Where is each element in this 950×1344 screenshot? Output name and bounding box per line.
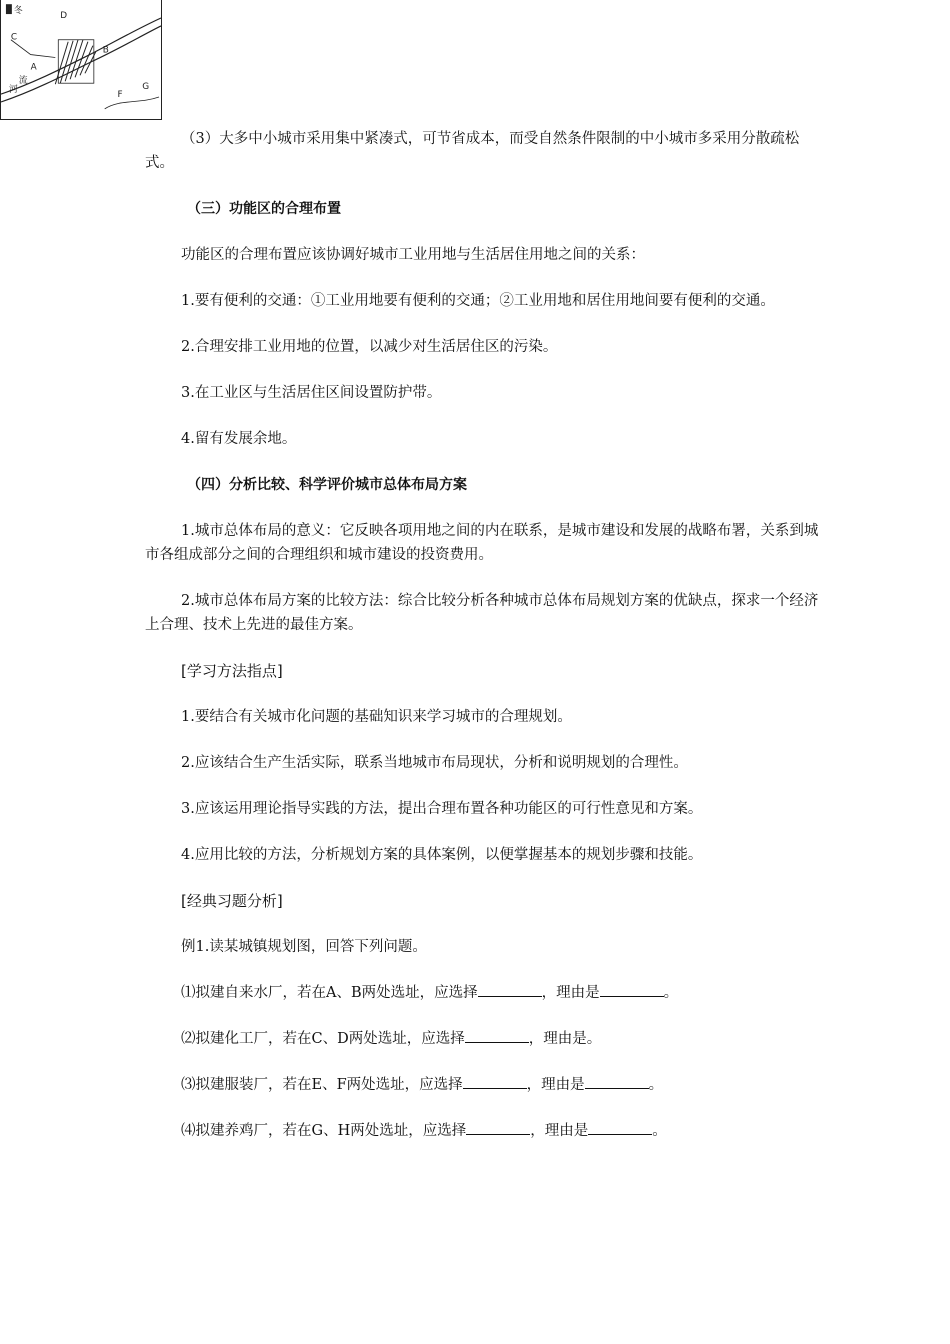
map-label-wind: 冬 xyxy=(13,6,23,17)
answer-blank[interactable] xyxy=(466,1120,530,1135)
question-3: ⑶拟建服装厂，若在E、F两处选址，应选择 ，理由是 。 xyxy=(145,1073,825,1097)
list-item-buffer: 3.在工业区与生活居住区间设置防护带。 xyxy=(181,385,442,401)
list-item-comparison: 2.城市总体布局方案的比较方法：综合比较分析各种城市总体布局规划方案的优缺点，探求一个经济上合理、技术上先进的最佳方案。 xyxy=(145,593,819,633)
list-item-traffic: 1.要有便利的交通：①工业用地要有便利的交通；②工业用地和居住用地间要有便利的交通。 xyxy=(181,293,775,309)
question-4: ⑷拟建养鸡厂，若在G、H两处选址，应选择 ，理由是 。 xyxy=(145,1119,825,1143)
town-planning-map xyxy=(0,0,162,120)
study-item-3: 3.应该运用理论指导实践的方法，提出合理布置各种功能区的可行性意见和方案。 xyxy=(181,801,703,817)
paragraph-intro-3: 功能区的合理布置应该协调好城市工业用地与生活居住用地之间的关系： xyxy=(181,247,645,263)
document-body xyxy=(145,127,825,1165)
map-label-he: 河 xyxy=(8,85,18,96)
example-intro: 例1.读某城镇规划图，回答下列问题。 xyxy=(181,939,427,955)
question-1: ⑴拟建自来水厂，若在A、B两处选址，应选择 ，理由是 。 xyxy=(145,981,825,1005)
answer-blank[interactable] xyxy=(478,982,542,997)
map-figure xyxy=(1,0,161,119)
list-item-industry-location: 2.合理安排工业用地的位置，以减少对生活居住区的污染。 xyxy=(181,339,558,355)
study-item-2: 2.应该结合生产生活实际，联系当地城市布局现状，分析和说明规划的合理性。 xyxy=(181,755,688,771)
answer-blank[interactable] xyxy=(588,1120,652,1135)
map-label-g: G xyxy=(142,82,150,93)
list-item-significance: 1.城市总体布局的意义：它反映各项用地之间的内在联系，是城市建设和发展的战略布署，关系到城市各组成部分之间的合理组织和城市建设的投资费用。 xyxy=(145,523,819,563)
study-item-1: 1.要结合有关城市化问题的基础知识来学习城市的合理规划。 xyxy=(181,709,572,725)
map-label-a: A xyxy=(30,62,37,73)
answer-blank[interactable] xyxy=(585,1074,649,1089)
map-label-b: B xyxy=(102,45,109,56)
list-item-development: 4.留有发展余地。 xyxy=(181,431,297,447)
section-heading-4: （四）分析比较、科学评价城市总体布局方案 xyxy=(187,477,467,493)
section-heading-3: （三）功能区的合理布置 xyxy=(187,201,341,217)
study-item-4: 4.应用比较的方法，分析规划方案的具体案例，以便掌握基本的规划步骤和技能。 xyxy=(181,847,703,863)
paragraph-layout-3: （3）大多中小城市采用集中紧凑式，可节省成本，而受自然条件限制的中小城市多采用分散疏松式。 xyxy=(145,131,800,171)
answer-blank[interactable] xyxy=(465,1028,529,1043)
study-method-title: [学习方法指点] xyxy=(181,662,283,680)
map-label-c: C xyxy=(10,32,18,43)
exercise-title: [经典习题分析] xyxy=(181,892,283,910)
map-label-liu: 流 xyxy=(18,76,28,87)
map-label-f: F xyxy=(117,90,123,101)
map-label-d: D xyxy=(60,11,68,22)
answer-blank[interactable] xyxy=(463,1074,527,1089)
answer-blank[interactable] xyxy=(600,982,664,997)
question-2: ⑵拟建化工厂，若在C、D两处选址，应选择 ，理由是。 xyxy=(145,1027,825,1051)
